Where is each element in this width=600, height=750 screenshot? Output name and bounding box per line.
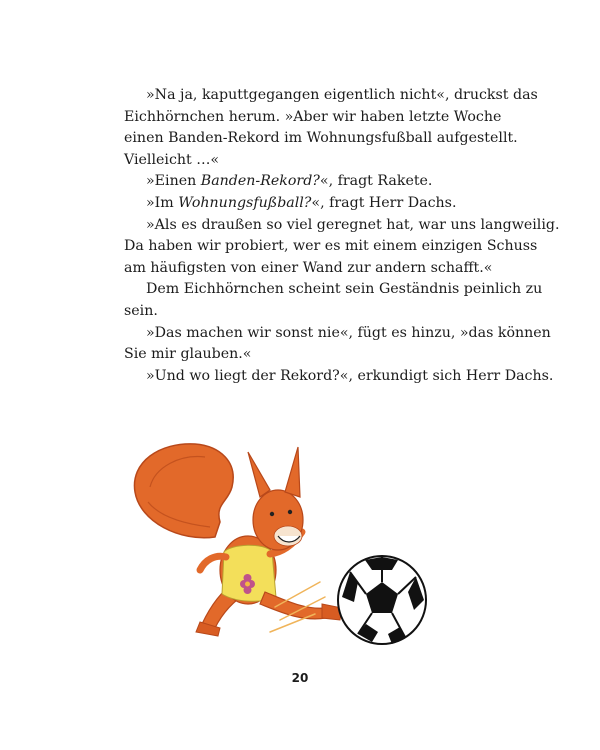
- text-line: Vielleicht …«: [124, 151, 220, 168]
- emphasis-text: Banden-Rekord?: [200, 173, 320, 190]
- text-run: »Im: [146, 194, 179, 211]
- page-number: 20: [291, 671, 309, 685]
- paragraph: [124, 85, 538, 171]
- text-line: Da haben wir probiert, wer es mit einem einzigen Schuss: [124, 238, 538, 255]
- emphasis-text: Wohnungsfußball?: [178, 194, 312, 211]
- paragraph: [124, 279, 543, 322]
- text-line: [135, 193, 505, 215]
- squirrel-kicking-football-icon: [120, 432, 450, 657]
- text-line: sein.: [124, 302, 158, 319]
- text-run: «, fragt Herr Dachs.: [311, 194, 457, 211]
- football-icon: [338, 556, 426, 644]
- squirrel-kicking-leg: [260, 592, 326, 619]
- paragraph: [135, 366, 554, 388]
- text-line: Dem Eichhörnchen scheint sein Geständnis peinlich zu: [146, 281, 543, 298]
- paragraph: [124, 215, 560, 280]
- paragraph: [124, 323, 551, 366]
- text-line: am häufigsten von einer Wand zur andern schafft.«: [124, 259, 493, 276]
- text-line: Sie mir glauben.«: [124, 346, 252, 363]
- story-text: [124, 85, 560, 387]
- squirrel-eye-icon: [270, 512, 274, 516]
- text-run: »Einen: [146, 173, 201, 190]
- squirrel-ear-left: [248, 452, 270, 497]
- text-run: «, fragt Rakete.: [319, 173, 433, 190]
- text-line: Eichhörnchen herum. »Aber wir haben letzte Woche: [124, 108, 502, 125]
- squirrel-eye-icon: [288, 510, 292, 514]
- text-line: »Und wo liegt der Rekord?«, erkundigt sich Herr Dachs.: [146, 367, 554, 384]
- paragraph: [135, 171, 505, 193]
- text-line: »Als es draußen so viel geregnet hat, war uns langweilig.: [146, 216, 560, 233]
- text-line: [135, 171, 505, 193]
- text-line: »Das machen wir sonst nie«, fügt es hinzu, »das können: [146, 324, 551, 341]
- paragraph: [135, 193, 505, 215]
- squirrel-ear-right: [285, 447, 300, 497]
- text-line: einen Banden-Rekord im Wohnungsfußball aufgestellt.: [124, 130, 518, 147]
- text-line: »Na ja, kaputtgegangen eigentlich nicht«, druckst das: [146, 87, 538, 103]
